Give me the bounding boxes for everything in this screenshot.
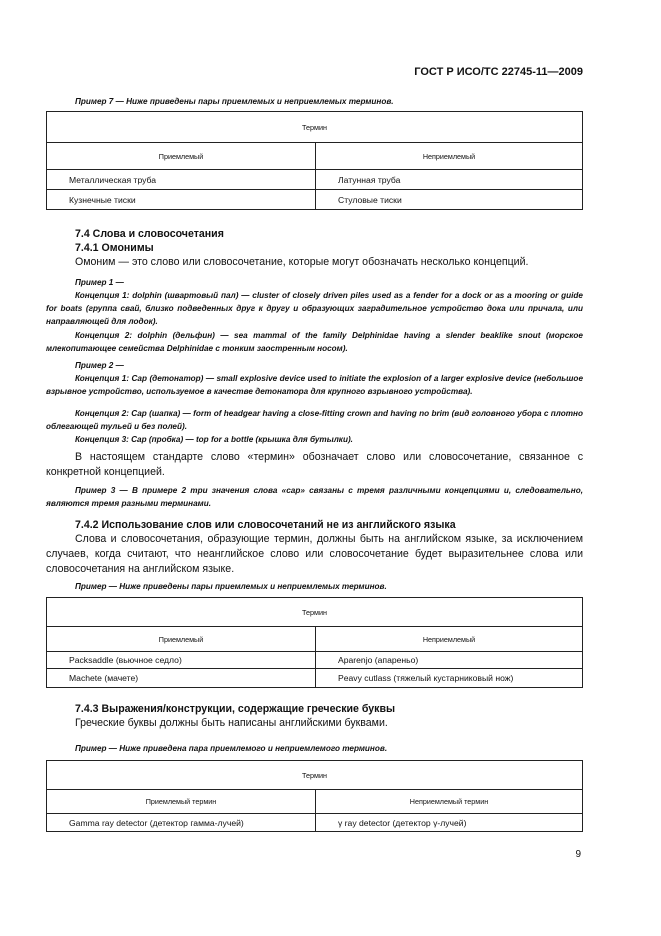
paragraph: Греческие буквы должны быть написаны английскими буквами. <box>75 717 388 729</box>
section-heading: 7.4.1 Омонимы <box>75 242 154 254</box>
table-cell: γ ray detector (детектор γ-лучей) <box>316 814 583 832</box>
column-header-acceptable: Приемлемый термин <box>47 790 316 814</box>
table-cell: Стуловые тиски <box>316 190 583 210</box>
column-header-unacceptable: Неприемлемый термин <box>316 790 583 814</box>
table-cell: Металлическая труба <box>47 170 316 190</box>
example-text: Концепция 1: Cap (детонатор) — small explosive device used to initiate the explosion of a larger explosive device (небольшое взрывное устройство, используемое в качестве детонатора для крупного взрывного устройства). <box>46 374 583 396</box>
terms-table-3 <box>46 760 583 832</box>
paragraph: В настоящем стандарте слово «термин» обозначает слово или словосочетание, связанное с конкретной концепцией. <box>46 451 583 478</box>
column-header-acceptable: Приемлемый <box>47 143 316 170</box>
table-title: Термин <box>47 598 583 627</box>
example-caption: Пример — Ниже приведена пара приемлемого и неприемлемого терминов. <box>75 744 388 753</box>
table-cell: Латунная труба <box>316 170 583 190</box>
column-header-acceptable: Приемлемый <box>47 627 316 652</box>
example-caption: Пример — Ниже приведены пары приемлемых и неприемлемых терминов. <box>75 582 387 591</box>
terms-table-1 <box>46 111 583 210</box>
table-cell: Peavy cutlass (тяжелый кустарниковый нож) <box>316 669 583 688</box>
table-cell: Кузнечные тиски <box>47 190 316 210</box>
example-text: Концепция 2: Cap (шапка) — form of headgear having a close-fitting crown and having no brim (вид головного убора с плотно облегающей тульей и без полей). <box>46 409 583 431</box>
table-cell: Machete (мачете) <box>47 669 316 688</box>
example-text: Пример 3 — В примере 2 три значения слова «cap» связаны с тремя различными концепциями и, следовательно, являются тремя разными терминами. <box>46 486 583 508</box>
terms-table-2 <box>46 597 583 688</box>
section-heading: 7.4 Слова и словосочетания <box>75 228 224 240</box>
section-heading: 7.4.2 Использование слов или словосочетаний не из английского языка <box>75 519 456 531</box>
example-title: Пример 1 — <box>75 278 124 287</box>
example-7-caption: Пример 7 — Ниже приведены пары приемлемых и неприемлемых терминов. <box>75 97 394 106</box>
table-cell: Gamma ray detector (детектор гамма-лучей) <box>47 814 316 832</box>
example-title: Пример 2 — <box>75 361 124 370</box>
page-number: 9 <box>575 849 581 860</box>
column-header-unacceptable: Неприемлемый <box>316 143 583 170</box>
example-text: Концепция 1: dolphin (швартовый пал) — cluster of closely driven piles used as a fender for a dock or as a mooring or guide for boats (группа свай, близко подведенных друг к другу и образующих заградительное устройство дока или причала, или направляющей для лодок). <box>46 291 583 326</box>
example-text: Концепция 2: dolphin (дельфин) — sea mammal of the family Delphinidae having a slender beaklike snout (морское млекопитающее семейства Delphinidae с тонким заостренным носом). <box>46 331 583 353</box>
paragraph: Слова и словосочетания, образующие термин, должны быть на английском языке, за исключением случаев, когда считают, что неанглийское слово или словосочетание будет выразительнее слова или словосочетания на английском языке. <box>46 533 583 575</box>
section-heading: 7.4.3 Выражения/конструкции, содержащие греческие буквы <box>75 703 396 715</box>
table-cell: Aparenjo (апареньо) <box>316 652 583 669</box>
table-title: Термин <box>47 761 583 790</box>
table-title: Термин <box>47 112 583 143</box>
document-code: ГОСТ Р ИСО/ТС 22745-11—2009 <box>414 66 583 78</box>
column-header-unacceptable: Неприемлемый <box>316 627 583 652</box>
example-text: Концепция 3: Cap (пробка) — top for a bottle (крышка для бутылки). <box>75 435 353 444</box>
table-cell: Packsaddle (вьючное седло) <box>47 652 316 669</box>
paragraph: Омоним — это слово или словосочетание, которые могут обозначать несколько концепций. <box>75 256 529 268</box>
